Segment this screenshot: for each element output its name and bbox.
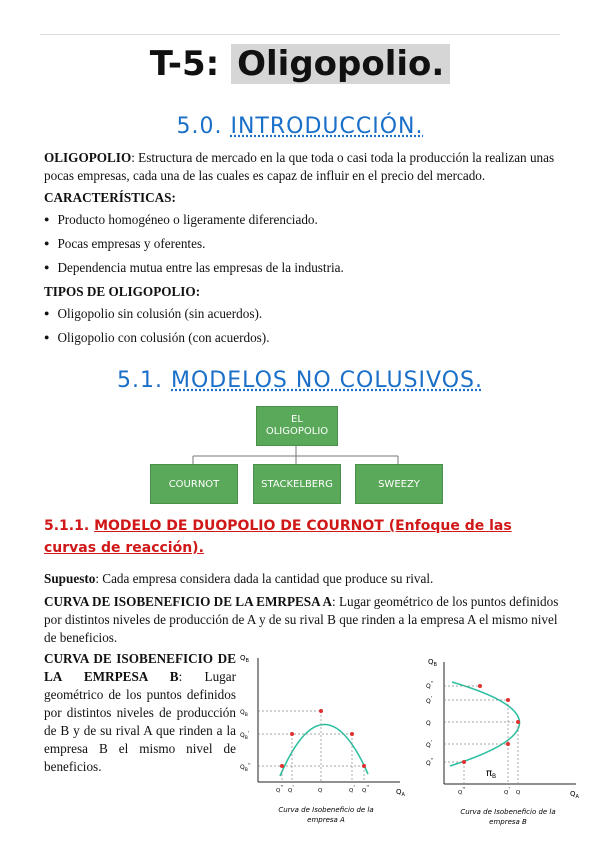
definition-text: : Estructura de mercado en la que toda o casi toda la producción la realizan unas pocas empresas, cada una de las cuales es capaz de influir en el precio del mercado. — [44, 150, 555, 183]
graph-a-guides — [258, 711, 364, 782]
section-label: MODELO DE DUOPOLIO DE COURNOT (Enfoque de las curvas de reacción). — [44, 518, 512, 556]
curve-a-definition — [44, 593, 564, 647]
graph-b-ytick: Q'' — [426, 758, 434, 767]
list-item: ● Producto homogéneo o ligeramente diferenciado. — [44, 212, 318, 228]
oligopolio-definition — [44, 149, 564, 185]
curve-b-term: CURVA DE ISOBENEFICIO DE LA EMRPESA B — [44, 651, 236, 684]
curve-a-text: : Lugar geométrico de los puntos definidos por distintos niveles de producción de A y de su rival B que rinden a la empresa A el mismo nivel de beneficios. — [44, 594, 559, 645]
diagram-node-cournot: COURNOT — [150, 464, 238, 504]
curve-a-term: CURVA DE ISOBENEFICIO DE LA EMRPESA A — [44, 594, 333, 609]
graph-a-caption-line1: Curva de Isobeneficio de la — [278, 806, 374, 814]
definition-term: OLIGOPOLIO — [44, 150, 132, 165]
curve-b-definition — [44, 650, 236, 776]
graph-a-x-axis-label: $Q_A$ — [396, 788, 405, 798]
diagram-node-stackelberg: STACKELBERG — [253, 464, 341, 504]
graph-a-caption-line2: empresa A — [307, 816, 345, 824]
characteristics-heading: CARACTERÍSTICAS: — [44, 190, 176, 205]
graph-a-xtick: Q — [318, 788, 323, 794]
list-item: ● Dependencia mutua entre las empresas de la industria. — [44, 260, 344, 276]
section-label: INTRODUCCIÓN. — [230, 114, 424, 139]
graph-b-xtick: Q — [516, 790, 521, 796]
title-highlight: Oligopolio. — [231, 44, 450, 84]
page-title — [0, 44, 600, 84]
list-item: ● Oligopolio sin colusión (sin acuerdos). — [44, 306, 262, 322]
diagram-root-line2: OLIGOPOLIO — [265, 426, 329, 437]
graph-b-xtick: Q' — [504, 787, 510, 796]
diagram-node-sweezy: SWEEZY — [355, 464, 443, 504]
graph-b-y-axis-label: $Q_B$ — [428, 658, 437, 668]
list-item: ● Pocas empresas y oferentes. — [44, 236, 205, 252]
graph-a-xtick: Q' — [349, 785, 355, 794]
graph-b-caption-line1: Curva de Isobeneficio de la — [460, 808, 556, 816]
graph-b-profit-label: $\pi_B$ — [486, 768, 497, 780]
graph-a-ytick: $Q_B''$ — [240, 763, 251, 773]
graph-a-xtick: Q'' — [362, 785, 370, 794]
graph-a-ytick: $Q_B$ — [240, 709, 248, 718]
graph-b-ytick: Q — [426, 720, 431, 727]
curve-b-text: : Lugar geométrico de los puntos definidos por distintos niveles de producción de B y de su rival A que rinden a la empresa B el mismo nivel de beneficios. — [44, 669, 236, 774]
top-rule — [40, 34, 560, 35]
title-prefix: T-5: — [149, 44, 232, 84]
types-heading: TIPOS DE OLIGOPOLIO: — [44, 284, 201, 299]
graph-b-isoprofit-curve — [450, 682, 520, 766]
supuesto-term: Supuesto — [44, 571, 96, 586]
section-heading-intro — [0, 114, 600, 139]
graph-b-xtick: Q'' — [458, 787, 466, 796]
graph-a-xtick: Q' — [288, 785, 294, 794]
list-item: ● Oligopolio con colusión (con acuerdos). — [44, 330, 270, 346]
section-heading-cournot — [44, 515, 564, 559]
section-heading-models — [0, 368, 600, 393]
characteristics-heading-text: CARACTERÍSTICAS — [44, 190, 172, 205]
section-number: 5.1.1. — [44, 518, 95, 534]
graph-a-ytick: $Q_B'$ — [240, 731, 250, 741]
graph-a-xtick: Q'' — [276, 785, 284, 794]
section-label: MODELOS NO COLUSIVOS. — [171, 368, 483, 393]
diagram-root-oligopolio — [256, 406, 338, 446]
isoprofit-graph-a — [236, 648, 416, 828]
graph-b-ytick: Q' — [426, 740, 433, 749]
graph-a-points — [280, 709, 366, 768]
graph-a-y-axis-label: $Q_B$ — [240, 654, 249, 664]
types-heading-text: TIPOS DE OLIGOPOLIO — [44, 284, 196, 299]
graph-b-ytick: Q'' — [426, 681, 434, 690]
diagram-root-line1: EL — [291, 414, 303, 425]
graph-a-isoprofit-curve — [280, 724, 368, 776]
graph-b-caption-line2: empresa B — [489, 818, 527, 826]
supuesto-text: : Cada empresa considera dada la cantidad que produce su rival. — [95, 571, 434, 586]
section-number: 5.1. — [117, 368, 171, 393]
graph-b-x-axis-label: $Q_A$ — [570, 790, 579, 800]
section-number: 5.0. — [176, 114, 231, 139]
supuesto-paragraph — [44, 570, 564, 588]
graph-b-ytick: Q' — [426, 696, 433, 705]
isoprofit-graph-b — [418, 650, 598, 830]
